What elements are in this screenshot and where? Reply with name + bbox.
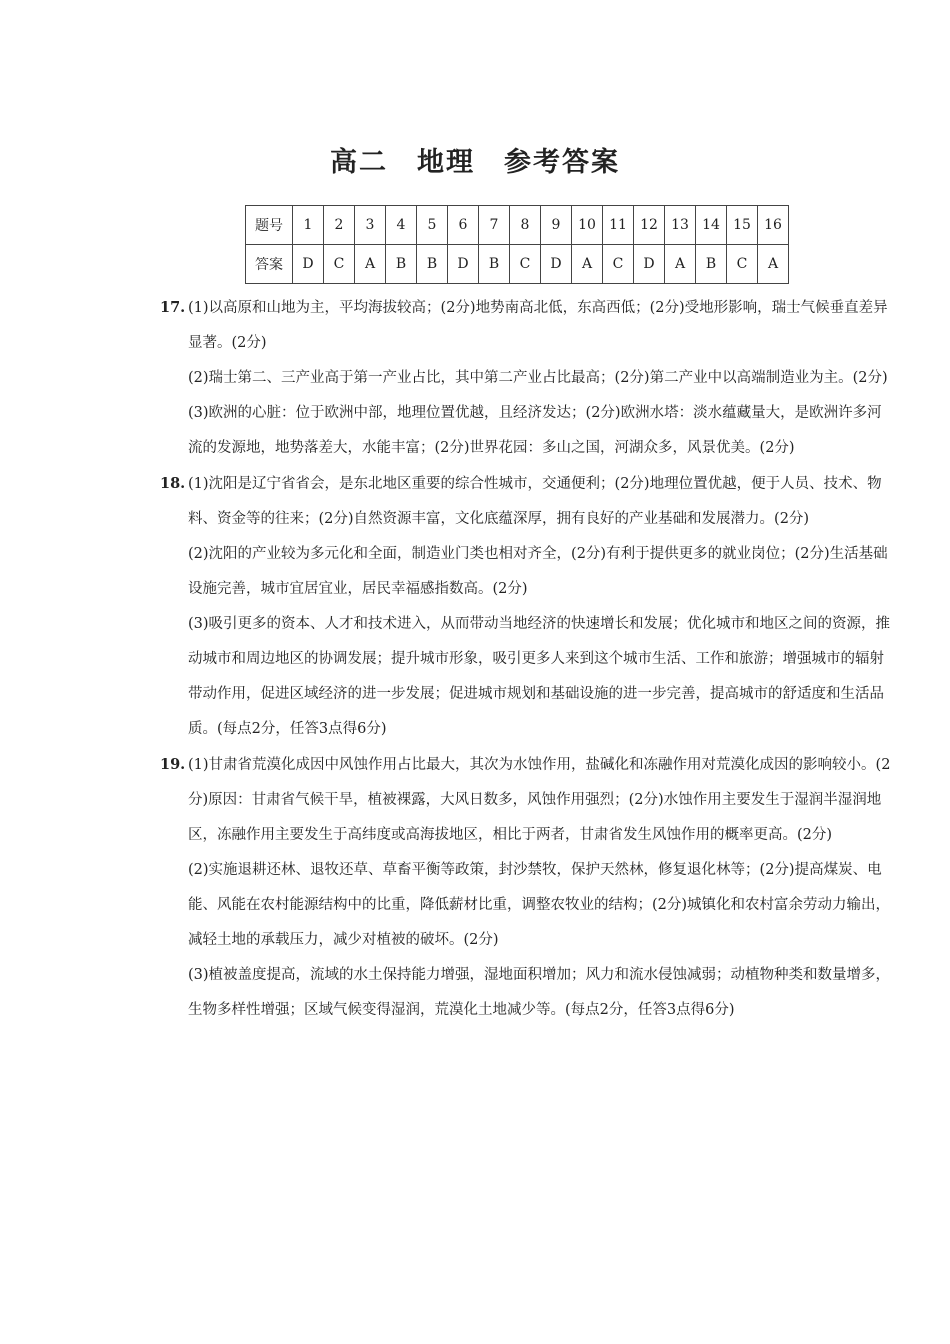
question-17	[160, 290, 895, 466]
answer-cell: B	[417, 245, 448, 284]
answer-cell: C	[603, 245, 634, 284]
question-number: 15	[727, 206, 758, 245]
question-number: 2	[324, 206, 355, 245]
answer-table	[245, 205, 789, 284]
question-number-label: 19.	[160, 756, 186, 773]
question-number: 8	[510, 206, 541, 245]
answer-cell: C	[727, 245, 758, 284]
answer-cell: A	[355, 245, 386, 284]
answer-cell: B	[696, 245, 727, 284]
row-label-number: 题号	[246, 206, 293, 245]
answer-text: (1)甘肃省荒漠化成因中风蚀作用占比最大，其次为水蚀作用，盐碱化和冻融作用对荒漠化成因的影响较小。(2分)原因：甘肃省气候干旱，植被裸露，大风日数多，风蚀作用强烈；(2分)水蚀作用主要发生于湿润半湿润地区，冻融作用主要发生于高纬度或高海拔地区，相比于两者，甘肃省发生风蚀作用的概率更高。(2分)	[188, 757, 891, 843]
answer-paragraph: (2)实施退耕还林、退牧还草、草畜平衡等政策，封沙禁牧，保护天然林，修复退化林等；(2分)提高煤炭、电能、风能在农村能源结构中的比重，降低薪材比重，调整农牧业的结构；(2分)城镇化和农村富余劳动力输出，减轻土地的承载压力，减少对植被的破坏。(2分)	[188, 862, 891, 948]
answer-row	[246, 245, 789, 284]
question-number: 5	[417, 206, 448, 245]
answer-cell: D	[541, 245, 572, 284]
answer-cell: A	[665, 245, 696, 284]
page-title: 高二 地理 参考答案	[330, 147, 620, 178]
answer-cell: C	[510, 245, 541, 284]
question-number: 12	[634, 206, 665, 245]
question-number: 6	[448, 206, 479, 245]
answer-text: (1)以高原和山地为主，平均海拔较高；(2分)地势南高北低，东高西低；(2分)受地形影响，瑞士气候垂直差异显著。(2分)	[188, 300, 888, 351]
answer-paragraph: (2)沈阳的产业较为多元化和全面，制造业门类也相对齐全，(2分)有利于提供更多的就业岗位；(2分)生活基础设施完善，城市宜居宜业，居民幸福感指数高。(2分)	[188, 546, 888, 597]
answer-paragraph	[160, 747, 895, 853]
answer-text: (1)沈阳是辽宁省省会，是东北地区重要的综合性城市，交通便利；(2分)地理位置优越，便于人员、技术、物料、资金等的往来；(2分)自然资源丰富，文化底蕴深厚，拥有良好的产业基础和发展潜力。(2分)	[188, 476, 882, 527]
answer-paragraph: (3)欧洲的心脏：位于欧洲中部，地理位置优越，且经济发达；(2分)欧洲水塔：淡水蕴藏量大，是欧洲许多河流的发源地，地势落差大，水能丰富；(2分)世界花园：多山之国，河湖众多，风景优美。(2分)	[188, 405, 882, 456]
answer-paragraph: (2)瑞士第二、三产业高于第一产业占比，其中第二产业占比最高；(2分)第二产业中以高端制造业为主。(2分)	[188, 370, 888, 386]
answer-paragraph	[160, 466, 895, 537]
question-number: 3	[355, 206, 386, 245]
question-number-label: 18.	[160, 475, 186, 492]
question-number: 4	[386, 206, 417, 245]
question-18	[160, 466, 895, 747]
question-number: 9	[541, 206, 572, 245]
row-label-answer: 答案	[246, 245, 293, 284]
answer-cell: B	[386, 245, 417, 284]
question-number: 11	[603, 206, 634, 245]
answer-cell: A	[572, 245, 603, 284]
question-19	[160, 747, 895, 1028]
question-number-row	[246, 206, 789, 245]
question-number-label: 17.	[160, 299, 186, 316]
answer-cell: D	[293, 245, 324, 284]
question-number: 1	[293, 206, 324, 245]
answer-paragraph: (3)植被盖度提高，流域的水土保持能力增强，湿地面积增加；风力和流水侵蚀减弱；动植物种类和数量增多，生物多样性增强；区域气候变得湿润，荒漠化土地减少等。(每点2分，任答3点得6分)	[188, 967, 891, 1018]
question-number: 7	[479, 206, 510, 245]
answer-cell: C	[324, 245, 355, 284]
question-number: 10	[572, 206, 603, 245]
answer-cell: B	[479, 245, 510, 284]
question-number: 14	[696, 206, 727, 245]
answer-cell: D	[634, 245, 665, 284]
answer-paragraph	[160, 290, 895, 361]
answer-paragraph: (3)吸引更多的资本、人才和技术进入，从而带动当地经济的快速增长和发展；优化城市和地区之间的资源，推动城市和周边地区的协调发展；提升城市形象，吸引更多人来到这个城市生活、工作和旅游；增强城市的辐射带动作用，促进区域经济的进一步发展；促进城市规划和基础设施的进一步完善，提高城市的舒适度和生活品质。(每点2分，任答3点得6分)	[188, 616, 891, 737]
question-number: 13	[665, 206, 696, 245]
answer-cell: A	[758, 245, 789, 284]
answer-cell: D	[448, 245, 479, 284]
answer-content	[160, 290, 895, 1028]
question-number: 16	[758, 206, 789, 245]
